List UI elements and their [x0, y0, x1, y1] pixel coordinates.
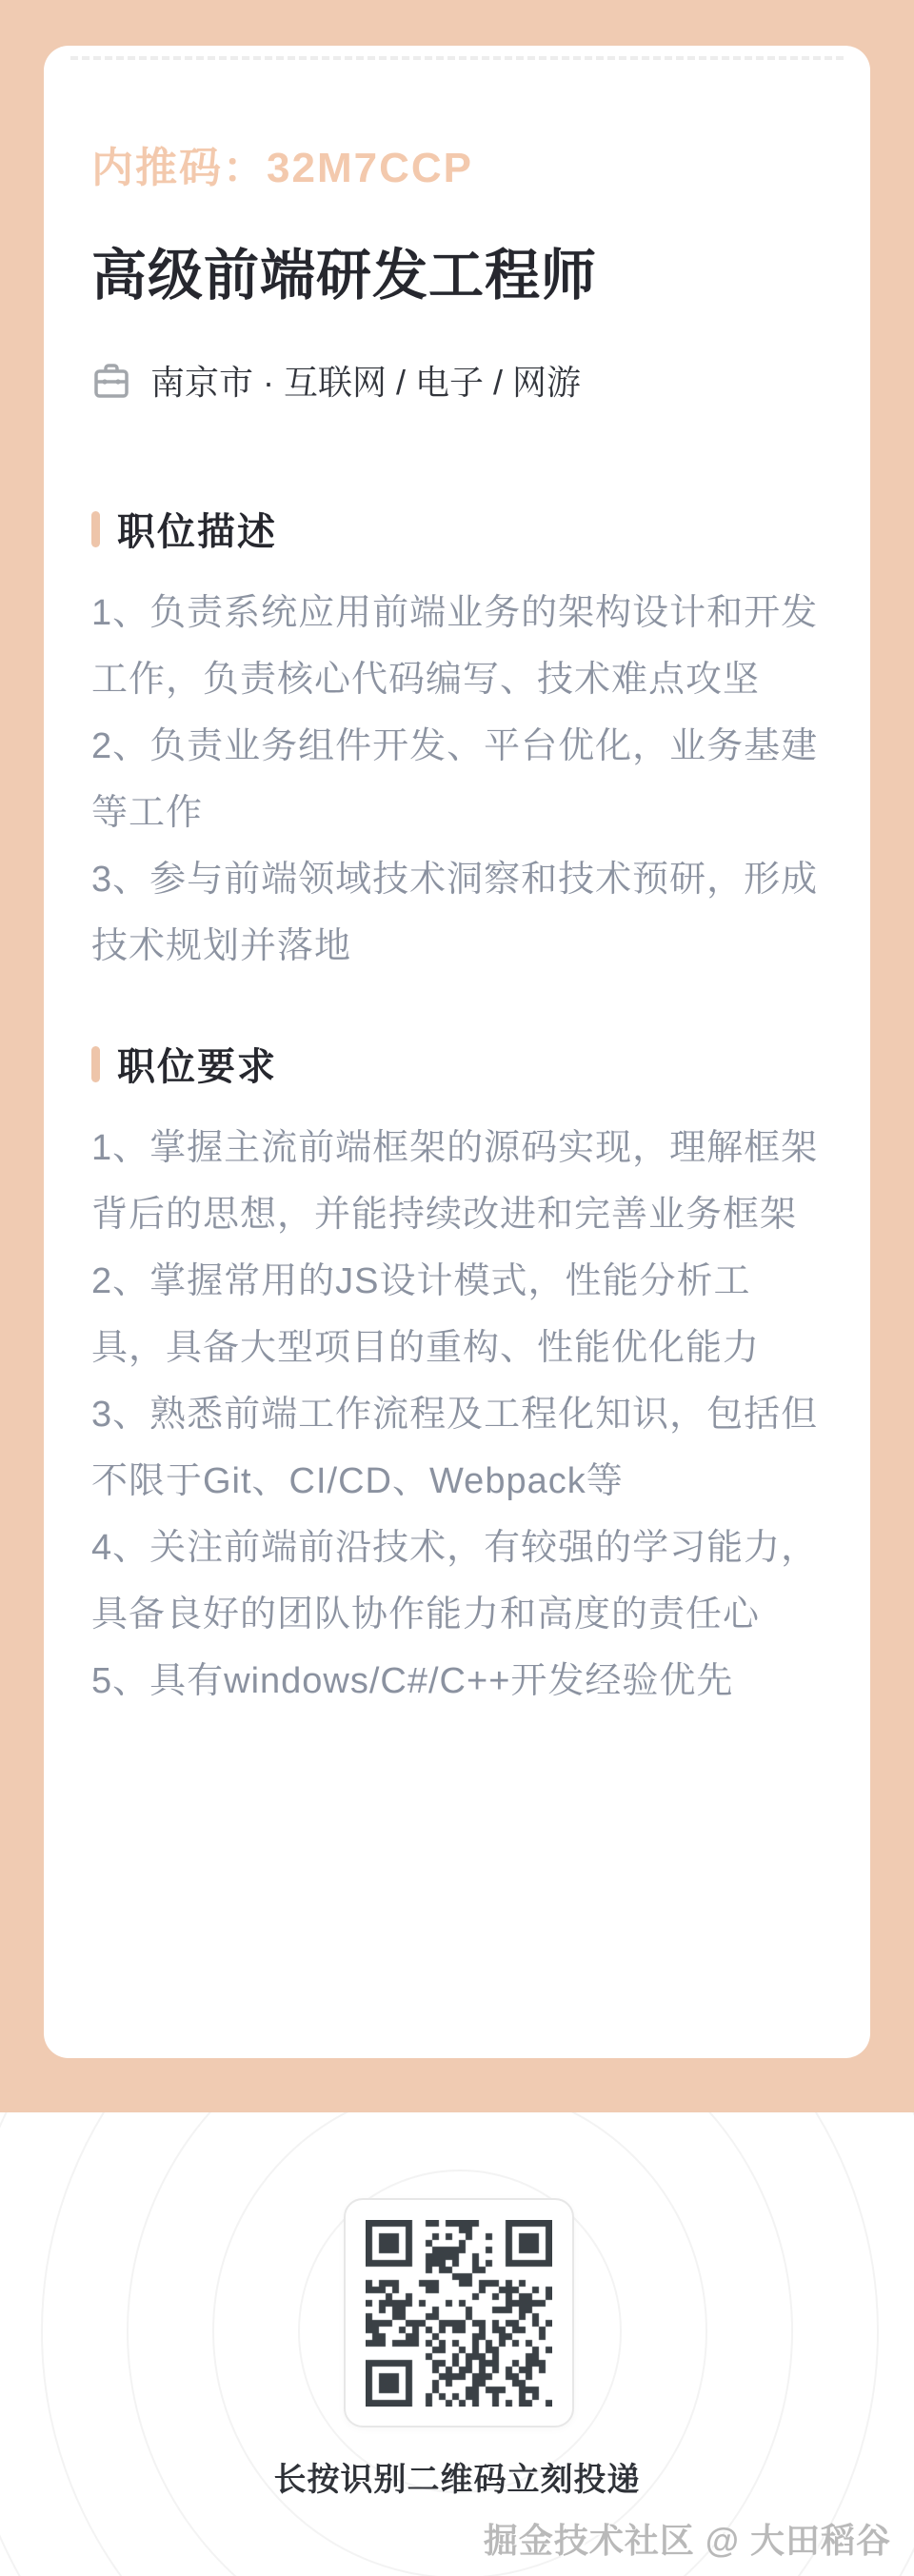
job-card: [44, 46, 870, 2058]
location-row: [91, 356, 823, 405]
section-job-requirements: [91, 1037, 823, 1714]
qr-code[interactable]: [366, 2220, 552, 2407]
list-item: 3、参与前端领域技术洞察和技术预研，形成技术规划并落地: [91, 860, 819, 966]
job-title: 高级前端研发工程师: [91, 245, 598, 307]
qr-caption: 长按识别二维码立刻投递: [273, 2462, 641, 2498]
list-item: 2、掌握常用的JS设计模式，性能分析工具，具备大型项目的重构、性能优化能力: [91, 1261, 761, 1368]
section-header: [91, 1037, 823, 1091]
referral-code: 内推码：32M7CCP: [91, 145, 473, 191]
section-accent-bar: [91, 511, 100, 547]
list-item: 5、具有windows/C#/C++开发经验优先: [91, 1661, 734, 1701]
card-top-dashed-divider: [70, 56, 844, 60]
job-description-list: [91, 580, 823, 980]
job-location: 南京市 · 互联网 / 电子 / 网游: [150, 363, 582, 402]
list-item: 1、掌握主流前端框架的源码实现，理解框架背后的思想，并能持续改进和完善业务框架: [91, 1128, 819, 1235]
list-item: 4、关注前端前沿技术，有较强的学习能力，具备良好的团队协作能力和高度的责任心: [91, 1528, 819, 1635]
list-item: 1、负责系统应用前端业务的架构设计和开发工作，负责核心代码编写、技术难点攻坚: [91, 593, 819, 700]
section-job-description: [91, 502, 823, 980]
qr-code-card[interactable]: [344, 2198, 574, 2427]
section-title: 职位要求: [117, 1046, 277, 1088]
section-title: 职位描述: [117, 511, 277, 553]
list-item: 2、负责业务组件开发、平台优化，业务基建等工作: [91, 726, 819, 833]
footer-zone: [0, 2112, 914, 2576]
briefcase-icon: [91, 361, 131, 401]
job-requirements-list: [91, 1115, 823, 1714]
list-item: 3、熟悉前端工作流程及工程化知识，包括但不限于Git、CI/CD、Webpack等: [91, 1395, 819, 1501]
section-accent-bar: [91, 1046, 100, 1082]
watermark: 掘金技术社区 @ 大田稻谷: [483, 2521, 891, 2560]
section-header: [91, 502, 823, 556]
